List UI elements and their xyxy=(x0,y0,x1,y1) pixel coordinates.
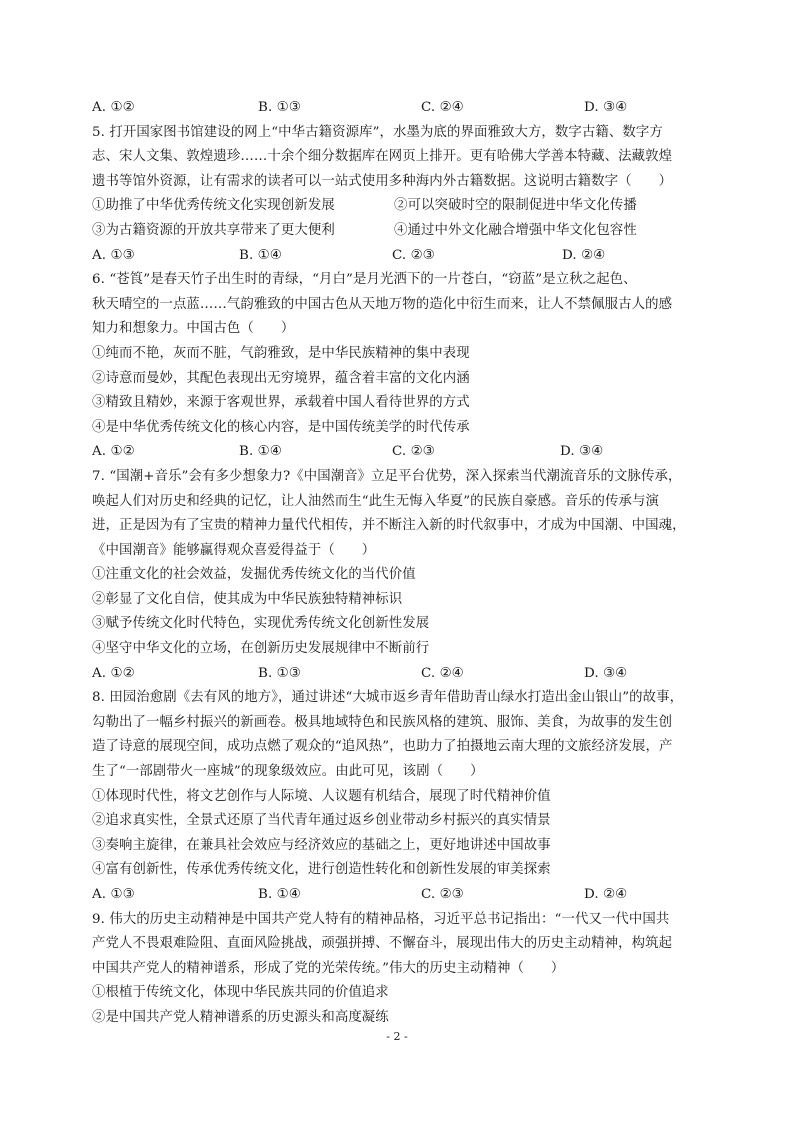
q8-option-d: D. ②④ xyxy=(584,887,628,902)
q4-option-b: B. ①③ xyxy=(258,100,301,115)
q9-stem-line-1: 9. 伟大的历史主动精神是中国共产党人特有的精神品格，习近平总书记指出：“一代又一代中国共 xyxy=(92,911,670,927)
q5-option-b: B. ①④ xyxy=(239,247,282,263)
q5-items-row-2 xyxy=(92,219,702,244)
q6-option-c: C. ②③ xyxy=(392,444,435,460)
q6-item-3: ③精致且精妙，来源于客观世界，承载着中国人看待世界的方式 xyxy=(92,395,470,411)
q7-stem-line-2: 唤起人们对历史和经典的记忆，让人油然而生“此生无悔入华夏”的民族自豪感。音乐的传承与演 xyxy=(92,493,660,509)
q5-stem-line-1: 5. 打开国家图书馆建设的网上“中华古籍资源库”，水墨为底的界面雅致大方，数字古籍、数字方 xyxy=(92,124,663,140)
q8-options xyxy=(92,883,702,908)
q4-option-c: C. ②④ xyxy=(421,100,464,115)
q4-options xyxy=(92,96,702,121)
q6-item-1: ①纯而不艳，灰而不脏，气韵雅致，是中华民族精神的集中表现 xyxy=(92,345,470,361)
q6-option-a: A. ①② xyxy=(92,444,135,460)
q8-item-1: ①体现时代性，将文艺创作与人际境、人议题有机结合，展现了时代精神价值 xyxy=(92,788,551,804)
page-content xyxy=(92,96,702,1031)
q5-item-2: ②可以突破时空的限制促进中华文化传播 xyxy=(394,198,637,214)
q6-stem-line-1: 6. “苍筤”是春天竹子出生时的青绿，“月白”是月光洒下的一片苍白，“窃蓝”是立秋之起色、 xyxy=(92,272,637,288)
page-number: - 2 - xyxy=(386,1030,408,1043)
q5-item-1: ①助推了中华优秀传统文化实现创新发展 xyxy=(92,198,335,214)
q6-stem-line-2: 秋天晴空的一点蓝……气韵雅致的中国古色从天地万物的造化中衍生而来，让人不禁佩服古人的感 xyxy=(92,296,673,312)
q5-item-3: ③为古籍资源的开放共享带来了更大便利 xyxy=(92,222,335,238)
q4-option-d: D. ③④ xyxy=(584,100,628,115)
q7-option-d: D. ③④ xyxy=(584,665,628,681)
q7-stem-line-3: 进，正是因为有了宝贵的精神力量代代相传，并不断注入新的时代叙事中，才成为中国潮、中国魂， xyxy=(92,518,686,534)
q7-option-b: B. ①③ xyxy=(258,665,301,681)
q5-items-row-1 xyxy=(92,194,702,219)
q8-stem-line-1: 8. 田园治愈剧《去有风的地方》，通过讲述“大城市返乡青年借助青山绿水打造出金山银山”的故事， xyxy=(92,690,684,706)
q8-option-b: B. ①④ xyxy=(258,887,301,902)
q5-option-a: A. ①③ xyxy=(92,247,135,263)
q6-stem-line-3: 知力和想象力。中国古色（ ） xyxy=(92,321,295,337)
q4-option-a: A. ①② xyxy=(92,100,135,115)
q6-item-4: ④是中华优秀传统文化的核心内容，是中国传统美学的时代传承 xyxy=(92,419,470,435)
q9-item-1: ①根植于传统文化，体现中华民族共同的价值追求 xyxy=(92,985,389,1001)
q5-stem-line-3: 遗书等馆外资源，让有需求的读者可以一站式使用多种海内外古籍数据。这说明古籍数字（ ） xyxy=(92,173,673,189)
q8-option-a: A. ①③ xyxy=(92,887,135,902)
q6-option-d: D. ③④ xyxy=(560,444,604,460)
q7-stem-line-1: 7. “国潮+音乐”会有多少想象力?《中国潮音》立足平台优势，深入探索当代潮流音乐的文脉传承， xyxy=(92,468,682,484)
q8-stem-line-4: 生了“一部剧带火一座城”的现象级效应。由此可见，该剧（ ） xyxy=(92,764,484,780)
q7-item-4: ④坚守中华文化的立场，在创新历史发展规律中不断前行 xyxy=(92,641,430,657)
q8-item-3: ③奏响主旋律，在兼具社会效应与经济效应的基础之上，更好地讲述中国故事 xyxy=(92,837,551,853)
q8-stem-line-2: 勾勒出了一幅乡村振兴的新画卷。极具地域特色和民族风格的建筑、服饰、美食，为故事的发生创 xyxy=(92,714,673,730)
q8-item-2: ②追求真实性，全景式还原了当代青年通过返乡创业带动乡村振兴的真实情景 xyxy=(92,813,551,829)
q8-item-4: ④富有创新性，传承优秀传统文化，进行创造性转化和创新性发展的审美探索 xyxy=(92,862,551,878)
q5-option-c: C. ②③ xyxy=(392,247,435,263)
q7-stem-line-4: 《中国潮音》能够赢得观众喜爱得益于（ ） xyxy=(92,542,376,558)
q7-option-c: C. ②④ xyxy=(421,665,464,681)
q7-options xyxy=(92,662,702,687)
q8-option-c: C. ②③ xyxy=(421,887,464,902)
q7-item-3: ③赋予传统文化时代特色，实现优秀传统文化创新性发展 xyxy=(92,616,430,632)
q7-option-a: A. ①② xyxy=(92,665,135,681)
q9-stem-line-2: 产党人不畏艰难险阻、直面风险挑战，顽强拼搏、不懈奋斗，展现出伟大的历史主动精神，构筑起 xyxy=(92,936,673,952)
q7-item-1: ①注重文化的社会效益，发掘优秀传统文化的当代价值 xyxy=(92,567,416,583)
q5-stem-line-2: 志、宋人文集、敦煌遗珍……十余个细分数据库在网页上排开。更有哈佛大学善本特藏、法藏敦煌 xyxy=(92,149,673,165)
q5-options xyxy=(92,244,702,269)
q8-stem-line-3: 造了诗意的展现空间，成功点燃了观众的“追风热”，也助力了拍摄地云南大理的文旅经济发展，产 xyxy=(92,739,673,755)
q7-item-2: ②彰显了文化自信，使其成为中华民族独特精神标识 xyxy=(92,591,403,607)
q6-option-b: B. ①④ xyxy=(239,444,282,460)
q9-item-2: ②是中国共产党人精神谱系的历史源头和高度凝练 xyxy=(92,1009,389,1025)
q6-options xyxy=(92,440,702,465)
q5-option-d: D. ②④ xyxy=(562,247,606,263)
q5-item-4: ④通过中外文化融合增强中华文化包容性 xyxy=(394,222,637,238)
q9-stem-line-3: 中国共产党人的精神谱系，形成了党的光荣传统。”伟大的历史主动精神（ ） xyxy=(92,960,565,976)
q6-item-2: ②诗意而曼妙，其配色表现出无穷境界，蕴含着丰富的文化内涵 xyxy=(92,370,470,386)
